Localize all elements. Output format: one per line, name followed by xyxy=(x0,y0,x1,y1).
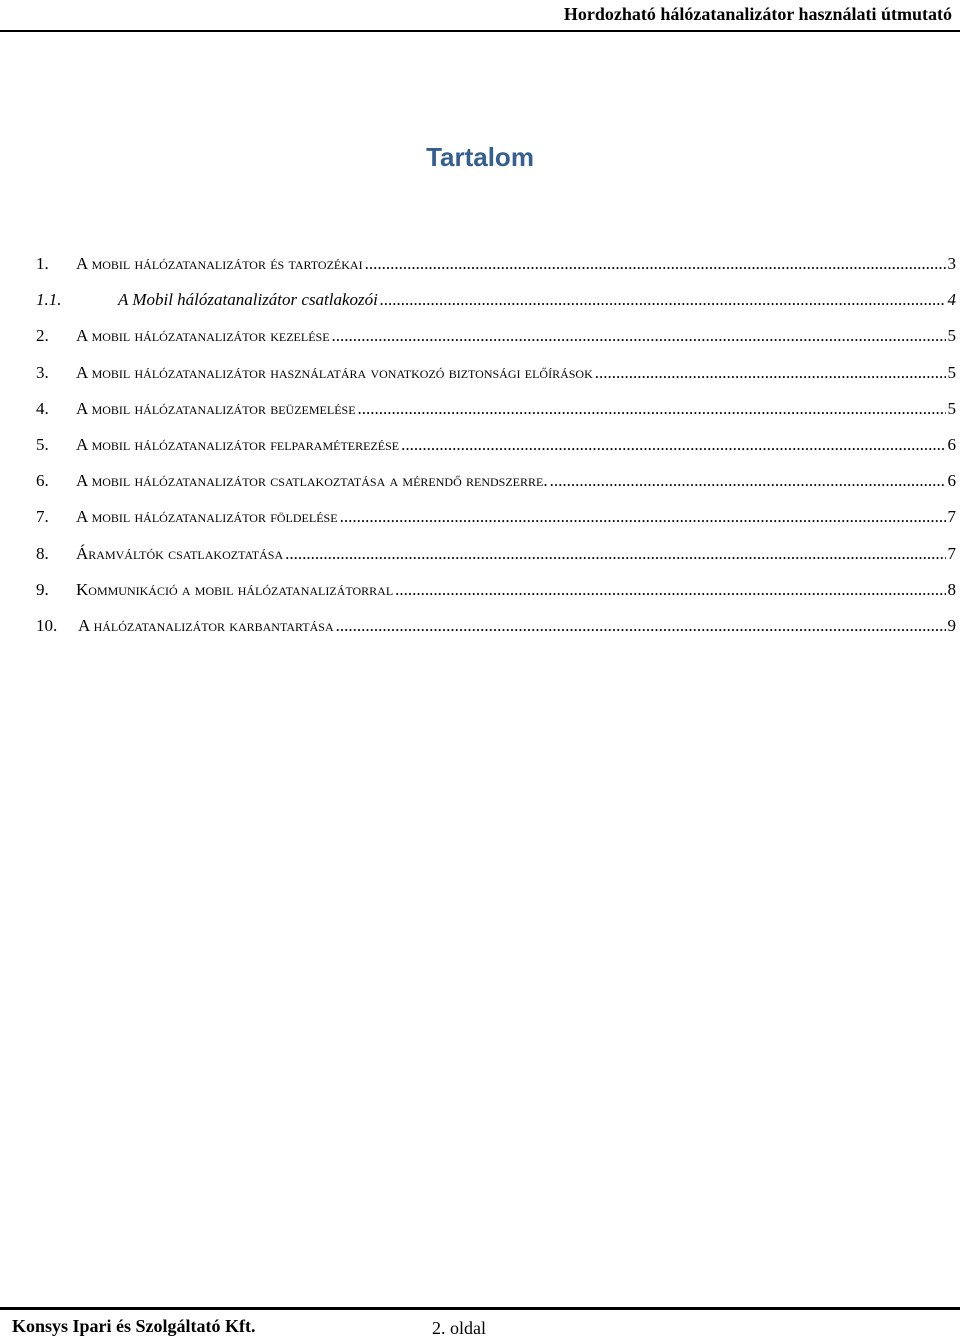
toc-entry-title: A mobil hálózatanalizátor kezelése xyxy=(76,326,330,346)
toc-dot-leader xyxy=(365,254,946,274)
toc-entry-title: A Mobil hálózatanalizátor csatlakozói xyxy=(118,290,378,310)
toc-entry-number: 2. xyxy=(36,326,49,346)
toc-entry-title: Kommunikáció a mobil hálózatanalizátorral xyxy=(76,579,394,599)
toc-entry-9[interactable] xyxy=(36,580,956,616)
toc-entry-number: 1. xyxy=(36,254,49,273)
table-of-contents xyxy=(36,254,956,652)
toc-dot-leader xyxy=(332,326,946,346)
toc-entry-page: 3 xyxy=(947,254,956,273)
toc-entry-number: 8. xyxy=(36,543,49,563)
toc-entry-page: 5 xyxy=(947,326,956,346)
page-footer xyxy=(0,1307,960,1340)
toc-entry-page: 8 xyxy=(947,579,956,599)
toc-heading: Tartalom xyxy=(426,142,534,172)
toc-entry-number: 10. xyxy=(36,615,58,635)
toc-dot-leader xyxy=(340,507,946,527)
toc-dot-leader xyxy=(336,616,946,636)
toc-entry-number: 6. xyxy=(36,471,49,491)
toc-entry-page: 6 xyxy=(947,434,956,454)
toc-dot-leader xyxy=(401,435,945,455)
toc-entry-1[interactable] xyxy=(36,254,956,290)
toc-entry-3[interactable] xyxy=(36,363,956,399)
toc-entry-title: A hálózatanalizátor karbantartása xyxy=(78,615,334,635)
toc-entry-page: 9 xyxy=(947,615,956,635)
toc-entry-page: 5 xyxy=(947,398,956,418)
toc-entry-title: A mobil hálózatanalizátor beüzemelése xyxy=(76,398,356,418)
toc-entry-title: A mobil hálózatanalizátor csatlakoztatása a mérendő rendszerre. xyxy=(76,471,548,491)
toc-entry-number: 1.1. xyxy=(36,290,62,310)
footer-company: Konsys Ipari és Szolgáltató Kft. xyxy=(12,1316,256,1336)
toc-entry-title: A mobil hálózatanalizátor földelése xyxy=(76,507,338,527)
toc-entry-page: 4 xyxy=(947,290,956,310)
toc-entry-5[interactable] xyxy=(36,435,956,471)
toc-dot-leader xyxy=(380,290,946,310)
toc-entry-page: 7 xyxy=(947,507,956,527)
toc-entry-1-1[interactable] xyxy=(36,290,956,326)
toc-entry-10[interactable] xyxy=(36,616,956,652)
toc-entry-number: 9. xyxy=(36,579,49,599)
toc-entry-number: 4. xyxy=(36,398,49,418)
toc-entry-page: 7 xyxy=(947,543,956,563)
toc-entry-6[interactable] xyxy=(36,471,956,507)
toc-entry-4[interactable] xyxy=(36,399,956,435)
page-header xyxy=(0,0,960,32)
toc-entry-page: 5 xyxy=(947,362,956,382)
toc-entry-title: A mobil hálózatanalizátor és tartozékai xyxy=(76,254,363,273)
toc-dot-leader xyxy=(358,399,946,419)
toc-dot-leader xyxy=(285,544,945,564)
toc-entry-8[interactable] xyxy=(36,544,956,580)
footer-page-number: 2. oldal xyxy=(432,1318,486,1338)
toc-dot-leader xyxy=(395,580,945,600)
toc-entry-page: 6 xyxy=(947,471,956,491)
toc-dot-leader xyxy=(550,471,946,491)
toc-entry-title: A mobil hálózatanalizátor használatára vonatkozó biztonsági előírások xyxy=(76,362,593,382)
document-title: Hordozható hálózatanalizátor használati útmutató xyxy=(563,4,952,24)
toc-entry-2[interactable] xyxy=(36,326,956,362)
toc-entry-title: Áramváltók csatlakoztatása xyxy=(76,543,284,563)
toc-entry-number: 3. xyxy=(36,362,49,382)
toc-entry-7[interactable] xyxy=(36,507,956,543)
toc-entry-number: 5. xyxy=(36,434,49,454)
toc-dot-leader xyxy=(595,363,946,383)
toc-entry-number: 7. xyxy=(36,507,49,527)
toc-entry-title: A mobil hálózatanalizátor felparaméterezése xyxy=(76,434,400,454)
